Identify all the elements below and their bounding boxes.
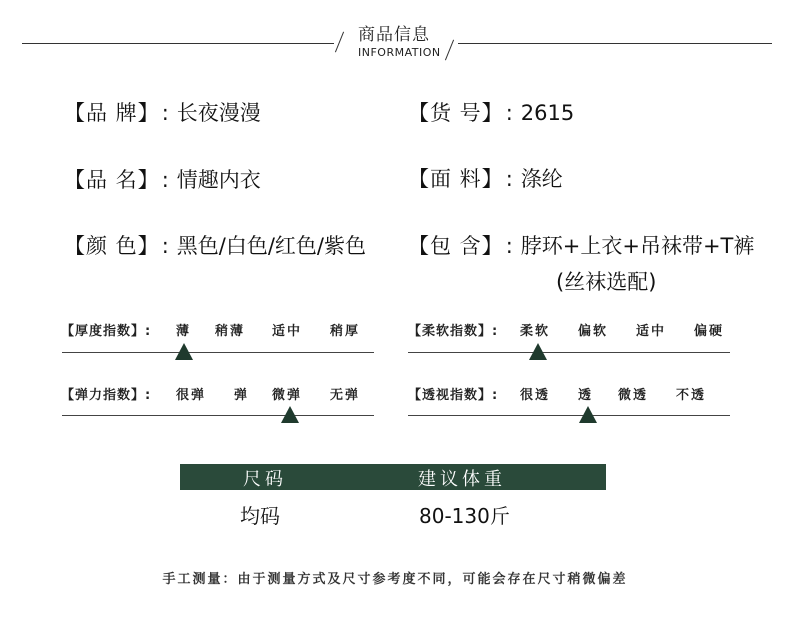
brand-value: 长夜漫漫 [176, 101, 261, 125]
brand-label: 【品 牌】 [64, 101, 160, 125]
fabric-value: 涤纶 [520, 167, 563, 191]
elasticity-option: 微弹 [272, 388, 303, 403]
size-header: 尺码 [243, 469, 287, 490]
elasticity-label: 【弹力指数】: [61, 388, 152, 403]
includes-label: 【包 含】 [408, 234, 504, 258]
elasticity-option: 弹 [234, 388, 250, 403]
softness-option: 偏硬 [694, 324, 725, 339]
includes-value: 脖环+上衣+吊袜带+T裤 [520, 234, 755, 258]
includes-row [408, 230, 754, 260]
colon: : [505, 234, 513, 258]
elasticity-option: 很弹 [176, 388, 207, 403]
softness-option: 柔软 [520, 324, 551, 339]
colon: : [505, 101, 513, 125]
softness-marker-icon [529, 343, 547, 360]
elasticity-marker-icon [281, 406, 299, 423]
color-value: 黑色/白色/红色/紫色 [176, 234, 366, 258]
item-no-label: 【货 号】 [408, 101, 504, 125]
name-row [64, 164, 261, 194]
header-rule-right [458, 43, 772, 44]
fabric-label: 【面 料】 [408, 167, 504, 191]
header-slash-right [445, 40, 454, 61]
item-no-row [408, 97, 574, 127]
thickness-option: 薄 [176, 324, 192, 339]
item-no-value: 2615 [520, 101, 575, 125]
thickness-scale [62, 352, 374, 353]
color-row [64, 230, 366, 260]
header-subtitle: INFORMATION [358, 46, 441, 59]
elasticity-option: 无弹 [330, 388, 361, 403]
transparency-option: 不透 [676, 388, 707, 403]
softness-scale [408, 352, 730, 353]
transparency-scale [408, 415, 730, 416]
transparency-option: 微透 [618, 388, 649, 403]
header-title: 商品信息 [358, 25, 430, 45]
transparency-label: 【透视指数】: [408, 388, 499, 403]
thickness-marker-icon [175, 343, 193, 360]
name-label: 【品 名】 [64, 168, 160, 192]
size-value: 均码 [240, 504, 280, 528]
softness-label: 【柔软指数】: [408, 324, 499, 339]
size-table-header [180, 464, 606, 490]
name-value: 情趣内衣 [176, 168, 261, 192]
fabric-row [408, 163, 563, 193]
thickness-label: 【厚度指数】: [61, 324, 152, 339]
includes-note: (丝袜选配) [556, 270, 657, 294]
color-label: 【颜 色】 [64, 234, 160, 258]
elasticity-scale [62, 415, 374, 416]
colon: : [161, 168, 169, 192]
colon: : [161, 101, 169, 125]
weight-header: 建议体重 [418, 469, 506, 490]
measurement-note: 手工测量：由于测量方式及尺寸参考度不同，可能会存在尺寸稍微偏差 [162, 572, 628, 587]
transparency-option: 很透 [520, 388, 551, 403]
header-rule-left [22, 43, 334, 44]
weight-value: 80-130斤 [419, 504, 510, 528]
softness-option: 适中 [636, 324, 667, 339]
transparency-option: 透 [578, 388, 594, 403]
colon: : [505, 167, 513, 191]
thickness-option: 稍薄 [215, 324, 246, 339]
header-slash-left [335, 32, 344, 53]
colon: : [161, 234, 169, 258]
brand-row [64, 97, 261, 127]
transparency-marker-icon [579, 406, 597, 423]
softness-option: 偏软 [578, 324, 609, 339]
thickness-option: 稍厚 [330, 324, 361, 339]
thickness-option: 适中 [272, 324, 303, 339]
